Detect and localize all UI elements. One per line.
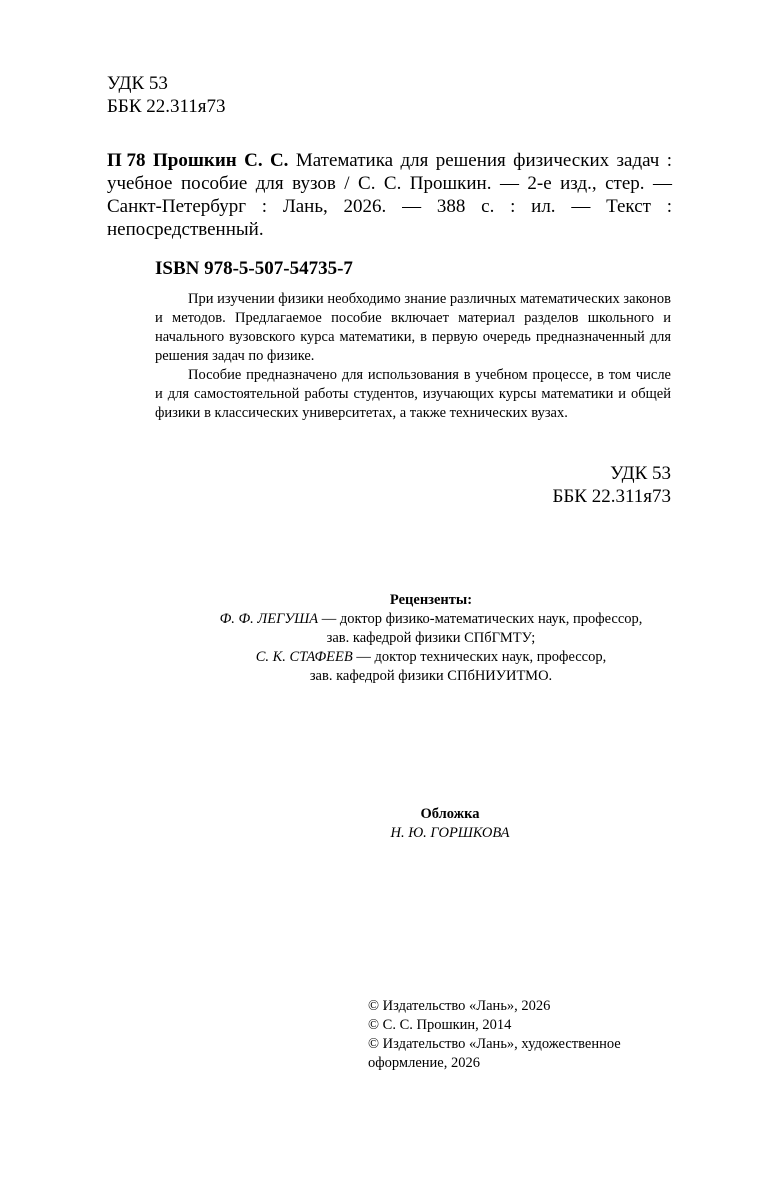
cover-artist-name: Н. Ю. ГОРШКОВА <box>390 825 510 841</box>
copyright-block <box>368 997 668 1073</box>
copyright-line: оформление, 2026 <box>368 1055 480 1071</box>
reviewer-description: — доктор физико-математических наук, профессор, <box>318 611 643 627</box>
reviewer-position: зав. кафедрой физики СПбНИУИТМО. <box>309 668 553 684</box>
udk-code: УДК 53 <box>107 73 168 94</box>
reviewer-line <box>155 648 707 667</box>
reviewer-line <box>155 610 707 629</box>
author-mark: П 78 <box>107 150 146 171</box>
bibliographic-description <box>107 149 672 241</box>
bibliographic-entry <box>107 149 672 241</box>
copyright-line: © Издательство «Лань», 2026 <box>368 998 551 1014</box>
annotation-paragraph: Пособие предназначено для использования в учебном процессе, в том числе и для самостоятельной работы студентов, изучающих курсы математики и общей физики в классических университетах, а также технических вузах. <box>155 367 671 421</box>
udk-code: УДК 53 <box>610 463 671 484</box>
title-line: Математика для решения физических <box>288 150 610 171</box>
udk-block-right <box>552 462 671 508</box>
description-rest: задач : учебное пособие для вузов / С. С. Прошкин. — 2-е изд., стер. — Санкт-Петербург : Лань, 2026. — 388 с. : ил. — Текст : непосредственный. <box>107 150 673 240</box>
reviewers-block <box>155 591 707 686</box>
bbk-code: ББК 22.311я73 <box>552 486 671 507</box>
author-name: Прошкин С. С. <box>153 150 289 171</box>
reviewer-position: зав. кафедрой физики СПбГМТУ; <box>326 630 536 646</box>
reviewer-description: — доктор технических наук, профессор, <box>352 649 607 665</box>
bbk-code: ББК 22.311я73 <box>107 96 226 117</box>
cover-artist <box>300 824 600 843</box>
copyright-line: © Издательство «Лань», художественное <box>368 1036 621 1052</box>
cover-credit <box>300 805 600 843</box>
reviewers-heading: Рецензенты: <box>389 592 473 608</box>
reviewer-name: Ф. Ф. ЛЕГУША <box>219 611 319 627</box>
isbn: ISBN 978-5-507-54735-7 <box>155 258 353 279</box>
annotation <box>155 290 671 423</box>
reviewer-name: С. К. СТАФЕЕВ <box>255 649 353 665</box>
copyright-line: © С. С. Прошкин, 2014 <box>368 1017 512 1033</box>
annotation-paragraph: При изучении физики необходимо знание различных математических законов и методов. Предлагаемое пособие включает материал разделов школьного и начального вузовского курса математики, в первую очередь предназначенный для решения задач по физике. <box>155 291 671 364</box>
udk-block-top <box>107 72 226 118</box>
cover-heading: Обложка <box>420 806 480 822</box>
